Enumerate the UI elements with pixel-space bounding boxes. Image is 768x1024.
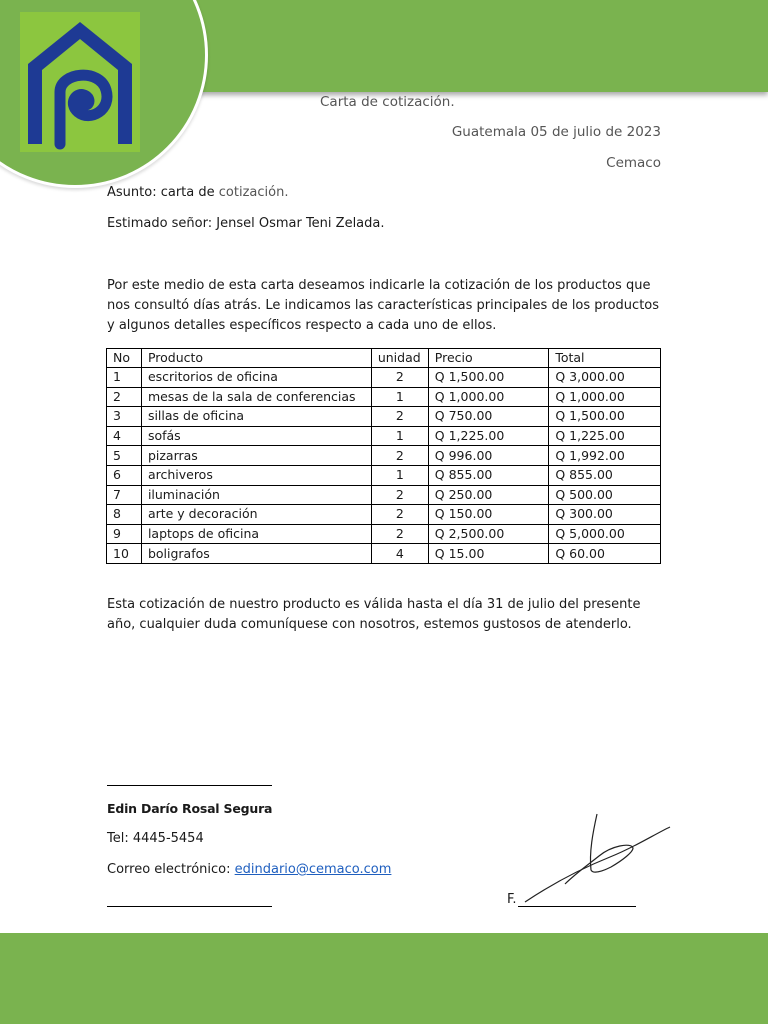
header-total: Total — [549, 349, 661, 368]
row-no-cell: 7 — [107, 485, 142, 505]
table-row — [107, 426, 661, 446]
row-unidad-cell: 4 — [371, 544, 428, 564]
row-precio-cell: Q 996.00 — [428, 446, 549, 466]
row-unidad-cell: 2 — [371, 485, 428, 505]
handwritten-signature-icon — [515, 812, 675, 907]
row-unidad-cell: 2 — [371, 505, 428, 525]
closing-paragraph: Esta cotización de nuestro producto es válida hasta el día 31 de julio del presente año, cualquier duda comuníquese con nosotros, estemos gustosos de atenderlo. — [107, 597, 641, 632]
row-unidad-cell: 1 — [371, 465, 428, 485]
row-producto-cell: mesas de la sala de conferencias — [141, 387, 371, 407]
row-unidad-cell: 1 — [371, 387, 428, 407]
row-total-cell: Q 300.00 — [549, 505, 661, 525]
row-producto-cell: pizarras — [141, 446, 371, 466]
row-total-cell: Q 855.00 — [549, 465, 661, 485]
f-label: F. — [507, 892, 517, 907]
signature-line-bottom — [107, 906, 272, 907]
signer-email-row — [107, 862, 391, 878]
cemaco-logo-icon — [20, 12, 140, 152]
greeting: Estimado señor: Jensel Osmar Teni Zelada. — [107, 216, 385, 231]
header-no: No — [107, 349, 142, 368]
subject-value: cotización. — [218, 185, 289, 200]
row-no-cell: 10 — [107, 544, 142, 564]
signer-phone: Tel: 4445-5454 — [107, 831, 204, 846]
footer-band — [0, 933, 768, 1024]
row-total-cell: Q 1,992.00 — [549, 446, 661, 466]
quote-table — [106, 348, 661, 564]
letter-date: Guatemala 05 de julio de 2023 — [451, 124, 661, 140]
email-label: Correo electrónico: — [107, 862, 231, 877]
row-precio-cell: Q 2,500.00 — [428, 524, 549, 544]
subject-line — [107, 185, 288, 201]
table-row — [107, 485, 661, 505]
email-link[interactable]: edindario@cemaco.com — [234, 862, 392, 877]
row-producto-cell: iluminación — [141, 485, 371, 505]
row-total-cell: Q 1,000.00 — [549, 387, 661, 407]
header-unidad: unidad — [371, 349, 428, 368]
row-total-cell: Q 60.00 — [549, 544, 661, 564]
row-unidad-cell: 2 — [371, 407, 428, 427]
row-producto-cell: escritorios de oficina — [141, 368, 371, 388]
row-total-cell: Q 1,500.00 — [549, 407, 661, 427]
row-producto-cell: sillas de oficina — [141, 407, 371, 427]
row-no-cell: 2 — [107, 387, 142, 407]
row-producto-cell: archiveros — [141, 465, 371, 485]
table-row — [107, 368, 661, 388]
row-producto-cell: laptops de oficina — [141, 524, 371, 544]
row-total-cell: Q 1,225.00 — [549, 426, 661, 446]
row-no-cell: 9 — [107, 524, 142, 544]
subject-prefix: Asunto: carta de — [107, 185, 215, 200]
row-total-cell: Q 5,000.00 — [549, 524, 661, 544]
row-producto-cell: boligrafos — [141, 544, 371, 564]
table-row — [107, 446, 661, 466]
row-unidad-cell: 2 — [371, 524, 428, 544]
header-producto: Producto — [141, 349, 371, 368]
row-precio-cell: Q 1,500.00 — [428, 368, 549, 388]
row-precio-cell: Q 15.00 — [428, 544, 549, 564]
table-row — [107, 387, 661, 407]
row-precio-cell: Q 855.00 — [428, 465, 549, 485]
table-header-row — [107, 349, 661, 368]
row-unidad-cell: 2 — [371, 446, 428, 466]
row-precio-cell: Q 1,225.00 — [428, 426, 549, 446]
table-row — [107, 544, 661, 564]
row-precio-cell: Q 150.00 — [428, 505, 549, 525]
table-row — [107, 505, 661, 525]
table-row — [107, 407, 661, 427]
table-row — [107, 524, 661, 544]
row-precio-cell: Q 250.00 — [428, 485, 549, 505]
row-total-cell: Q 500.00 — [549, 485, 661, 505]
company-name: Cemaco — [606, 155, 661, 171]
row-producto-cell: arte y decoración — [141, 505, 371, 525]
letter-title: Carta de cotización. — [320, 94, 455, 110]
row-no-cell: 6 — [107, 465, 142, 485]
header-precio: Precio — [428, 349, 549, 368]
row-no-cell: 1 — [107, 368, 142, 388]
table-row — [107, 465, 661, 485]
row-unidad-cell: 2 — [371, 368, 428, 388]
row-no-cell: 3 — [107, 407, 142, 427]
signer-name: Edin Darío Rosal Segura — [107, 801, 273, 816]
row-producto-cell: sofás — [141, 426, 371, 446]
row-precio-cell: Q 750.00 — [428, 407, 549, 427]
row-no-cell: 8 — [107, 505, 142, 525]
row-total-cell: Q 3,000.00 — [549, 368, 661, 388]
signature-line-top — [107, 785, 272, 786]
row-no-cell: 5 — [107, 446, 142, 466]
intro-paragraph: Por este medio de esta carta deseamos indicarle la cotización de los productos que nos consultó días atrás. Le indicamos las características principales de los productos y algunos detalles específicos respecto a cada uno de ellos. — [107, 278, 660, 333]
row-precio-cell: Q 1,000.00 — [428, 387, 549, 407]
row-no-cell: 4 — [107, 426, 142, 446]
row-unidad-cell: 1 — [371, 426, 428, 446]
